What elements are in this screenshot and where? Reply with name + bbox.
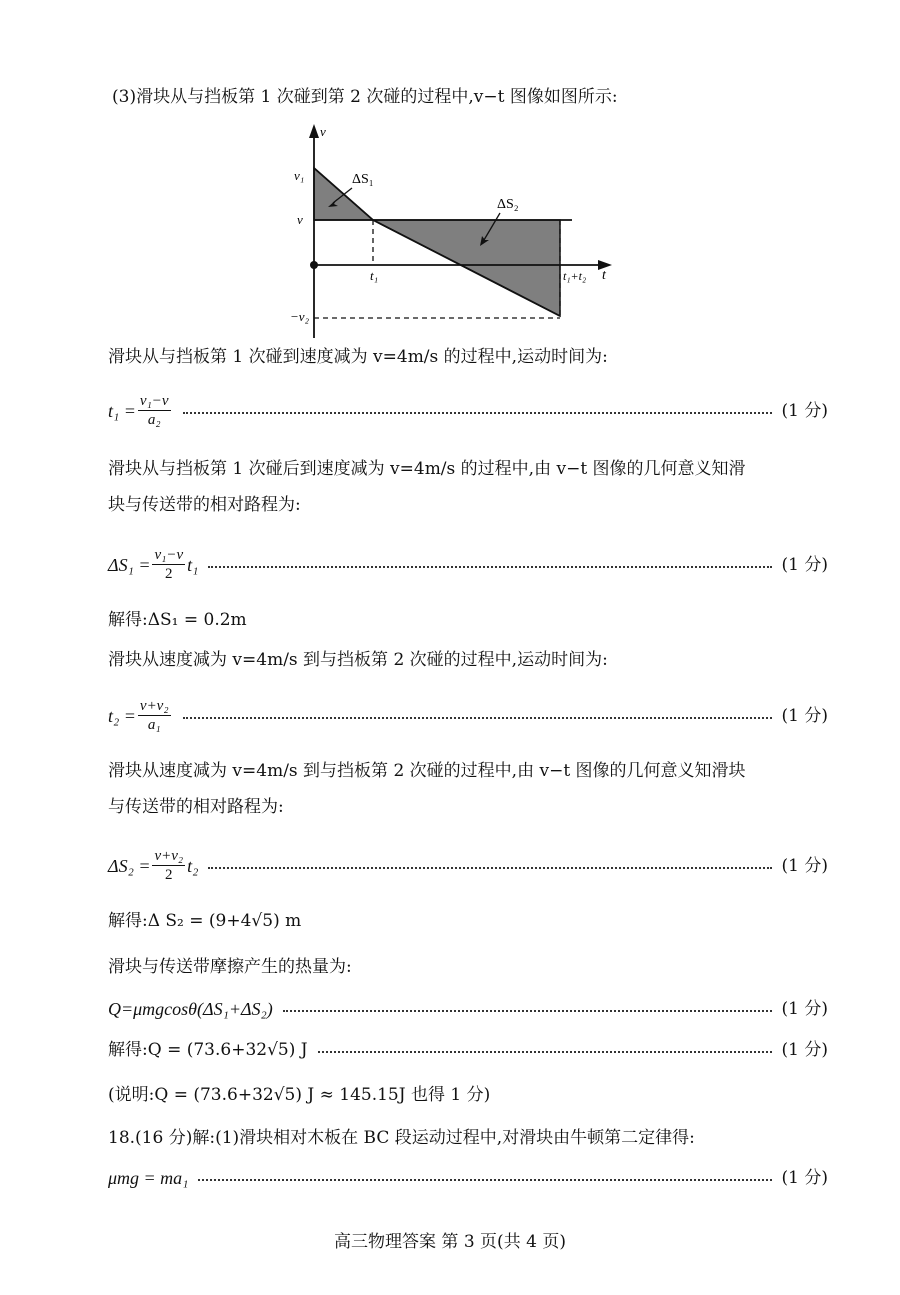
- denominator: a₂: [147, 412, 161, 428]
- label-v1: v₁: [294, 168, 305, 183]
- fraction: [138, 392, 171, 429]
- denominator: 2: [165, 867, 173, 883]
- denominator: 2: [165, 566, 173, 582]
- leader-dots: [198, 1179, 771, 1181]
- leader-dots: [183, 717, 772, 719]
- leader-dots: [183, 412, 772, 414]
- equation-ds2: [108, 847, 828, 884]
- paragraph: 滑块与传送带摩擦产生的热量为:: [108, 957, 352, 977]
- eq-lhs: ΔS₁ =: [108, 554, 151, 575]
- numerator: v₁−v: [139, 393, 169, 409]
- label-delta-s2: ΔS₂: [497, 197, 519, 212]
- equation-t1: [108, 392, 828, 429]
- leader-dots: [283, 1010, 772, 1012]
- leader-dots: [208, 867, 771, 869]
- equation-q-solution: [108, 1039, 828, 1061]
- solution-line: 解得:Δ S₂ = (9+4√5) m: [108, 911, 302, 931]
- score: (1 分): [781, 400, 828, 421]
- leader-dots: [208, 566, 771, 568]
- paragraph: 滑块从速度减为 v=4m/s 到与挡板第 2 次碰的过程中,由 v−t 图像的几何意义知滑块: [108, 761, 746, 781]
- axis-t-label: t: [602, 268, 606, 283]
- solution-line: 解得:ΔS₁ = 0.2m: [108, 610, 247, 630]
- axis-v-label: v: [320, 124, 326, 139]
- section-heading: (3)滑块从与挡板第 1 次碰到第 2 次碰的过程中,v−t 图像如图所示:: [112, 87, 618, 107]
- label-t1-plus-t2: t₁+t₂: [563, 269, 587, 283]
- equation-newton: [108, 1167, 828, 1189]
- paragraph: 与传送带的相对路程为:: [108, 797, 284, 817]
- v-t-diagram: [0, 0, 900, 350]
- paragraph: 滑块从与挡板第 1 次碰到速度减为 v=4m/s 的过程中,运动时间为:: [108, 347, 608, 367]
- paragraph: 块与传送带的相对路程为:: [108, 495, 301, 515]
- numerator: v+v₂: [139, 698, 169, 714]
- eq-tail: t₁: [187, 554, 199, 575]
- question-18-heading: 18.(16 分)解:(1)滑块相对木板在 BC 段运动过程中,对滑块由牛顿第二定律得:: [108, 1128, 695, 1148]
- eq-text: 解得:Q = (73.6+32√5) J: [108, 1040, 308, 1060]
- label-neg-v2: −v₂: [290, 309, 310, 324]
- label-delta-s1: ΔS₁: [352, 172, 374, 187]
- equation-q: [108, 998, 828, 1020]
- page-footer: 高三物理答案 第 3 页(共 4 页): [334, 1232, 566, 1252]
- numerator: v+v₂: [154, 848, 184, 864]
- label-t1: t₁: [370, 268, 379, 283]
- equation-t2: [108, 697, 828, 734]
- leader-dots: [318, 1051, 772, 1053]
- numerator: v₁−v: [154, 547, 184, 563]
- note: (说明:Q = (73.6+32√5) J ≈ 145.15J 也得 1 分): [108, 1085, 491, 1105]
- fraction: [152, 546, 185, 583]
- paragraph: 滑块从速度减为 v=4m/s 到与挡板第 2 次碰的过程中,运动时间为:: [108, 650, 608, 670]
- label-v: v: [297, 212, 303, 227]
- score: (1 分): [781, 1040, 828, 1060]
- eq-text: Q=μmgcosθ(ΔS₁+ΔS₂): [108, 999, 273, 1019]
- eq-text: μmg = ma₁: [108, 1168, 189, 1188]
- score: (1 分): [781, 999, 828, 1019]
- paragraph: 滑块从与挡板第 1 次碰后到速度减为 v=4m/s 的过程中,由 v−t 图像的几何意义知滑: [108, 459, 746, 479]
- eq-tail: t₂: [187, 855, 199, 876]
- score: (1 分): [781, 1168, 828, 1188]
- eq-lhs: t₂ =: [108, 705, 136, 726]
- denominator: a₁: [147, 717, 161, 733]
- fraction: [152, 847, 185, 884]
- fraction: [138, 697, 171, 734]
- score: (1 分): [781, 705, 828, 726]
- equation-ds1: [108, 546, 828, 583]
- eq-lhs: ΔS₂ =: [108, 855, 151, 876]
- score: (1 分): [781, 554, 828, 575]
- score: (1 分): [781, 855, 828, 876]
- eq-lhs: t₁ =: [108, 400, 136, 421]
